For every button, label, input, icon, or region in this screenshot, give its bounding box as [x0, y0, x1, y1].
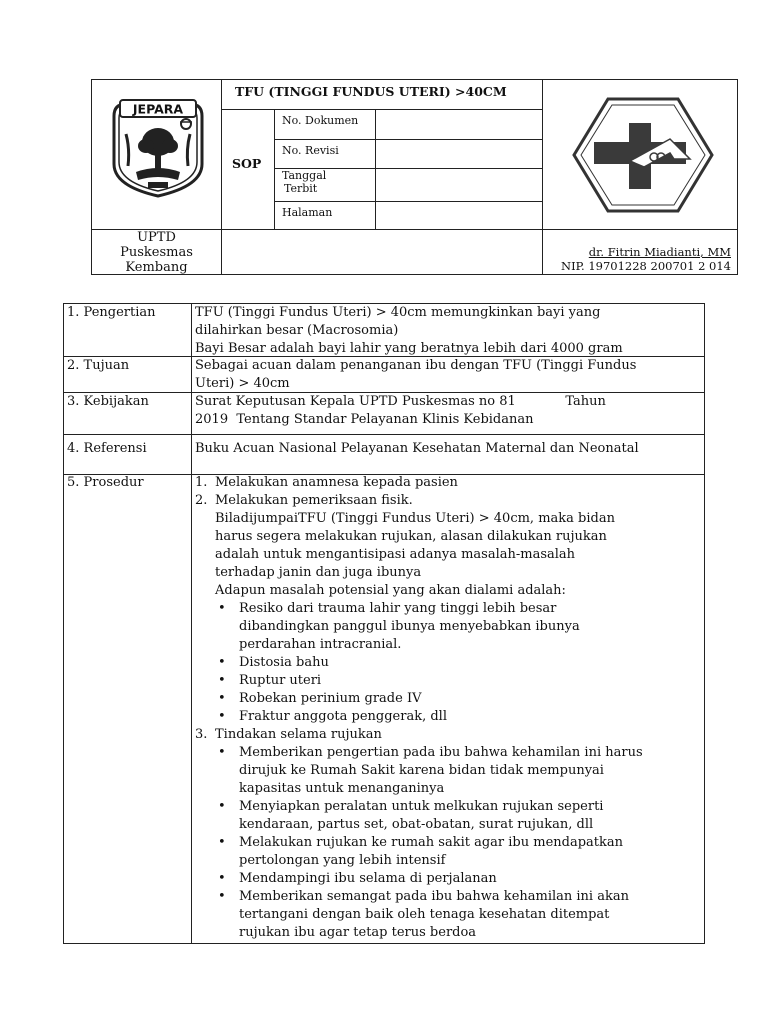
signer-nip: NIP. 19701228 200701 2 014 — [561, 259, 731, 273]
text-kebijakan: Surat Keputusan Kepala UPTD Puskesmas no 81 Tahun 2019 Tentang Standar Pelayanan Klinis Kebidanan — [195, 394, 606, 427]
document-header — [91, 79, 738, 275]
text-tujuan: Sebagai acuan dalam penanganan ibu dengan TFU (Tinggi Fundus Uteri) > 40cm — [195, 358, 637, 391]
label-tujuan: 2. Tujuan — [67, 358, 130, 373]
label-prosedur: 5. Prosedur — [67, 475, 144, 490]
step-1: 1. Melakukan anamnesa kepada pasien — [195, 475, 458, 490]
list-item: • Distosia bahu — [218, 655, 329, 670]
step-3: 3. Tindakan selama rujukan — [195, 727, 382, 742]
tindakan-list: • Memberikan pengertian pada ibu bahwa kehamilan ini harus dirujuk ke Rumah Sakit karena bidan tidak mempunyai kapasitas untuk menanganinya • Menyiapkan peralatan untuk melkukan rujukan seperti kendaraan, partus set, obat-obatan, surat rujukan, dll • Melakukan rujukan ke rumah sakit agar ibu mendapatkan pertolongan yang lebih intensif • Mendampingi ibu selama di perjalanan • Memberikan semangat pada ibu bahwa kehamilan ini akan tertangani dengan baik oleh tenaga kesehatan ditempat rujukan ibu agar tetap terus berdoa — [195, 744, 643, 942]
field-halaman: Halaman — [282, 206, 333, 219]
list-item: • Melakukan rujukan ke rumah sakit agar ibu mendapatkan — [218, 835, 624, 850]
list-item: • Memberikan semangat pada ibu bahwa kehamilan ini akan — [218, 889, 629, 904]
text-pengertian: TFU (Tinggi Fundus Uteri) > 40cm memungkinkan bayi yang dilahirkan besar (Macrosomia) Bayi Besar adalah bayi lahir yang beratnya lebih dari 4000 gram — [195, 305, 623, 356]
field-no-revisi: No. Revisi — [282, 144, 339, 157]
sop-content-table — [63, 303, 705, 944]
list-item: • Robekan perinium grade IV — [218, 691, 422, 706]
puskesmas-logo — [572, 95, 714, 215]
label-referensi: 4. Referensi — [67, 441, 147, 456]
field-no-dokumen: No. Dokumen — [282, 114, 359, 127]
list-item: • Fraktur anggota penggerak, dll — [218, 709, 447, 724]
document-title: TFU (TINGGI FUNDUS UTERI) >40CM — [235, 84, 507, 99]
text-referensi: Buku Acuan Nasional Pelayanan Kesehatan Maternal dan Neonatal — [195, 441, 639, 456]
jepara-regency-logo — [106, 94, 210, 198]
list-item: • Mendampingi ibu selama di perjalanan — [218, 871, 497, 886]
list-item: • Menyiapkan peralatan untuk melkukan rujukan seperti — [218, 799, 604, 814]
svg-text:JEPARA: JEPARA — [132, 101, 184, 117]
signer-block — [543, 245, 731, 273]
label-kebijakan: 3. Kebijakan — [67, 394, 149, 409]
step-2: 2. Melakukan pemeriksaan fisik. — [195, 493, 413, 508]
field-tanggal-terbit: Tanggal Terbit — [282, 169, 327, 195]
organization-name: UPTD Puskesmas Kembang — [120, 230, 193, 275]
list-item: • Memberikan pengertian pada ibu bahwa kehamilan ini harus — [218, 745, 643, 760]
text-prosedur: 1. Melakukan anamnesa kepada pasien 2. Melakukan pemeriksaan fisik. BiladijumpaiTFU (Tinggi Fundus Uteri) > 40cm, maka bidan harus segera melakukan rujukan, alasan dilakukan rujukan adalah untuk mengantisipasi adanya masalah-masalah terhadap janin dan juga ibunya Adapun masalah potensial yang akan dialami adalah: • Resiko dari trauma lahir yang tinggi lebih besar dibandingkan panggul ibunya menyebabkan ibunya perdarahan intracranial. • Distosia bahu • Ruptur uteri • Robekan perinium grade IV • Fraktur anggota penggerak, dll 3. Tindakan selama rujukan • Memberikan pengertian pada ibu bahwa kehamilan ini harus dirujuk ke Rumah Sakit karena bidan tidak mempunyai kapasitas untuk menanganinya • Menyiapkan peralatan untuk melkukan rujukan seperti kendaraan, partus set, obat-obatan, surat rujukan, dll • Melakukan rujukan ke rumah sakit agar ibu mendapatkan pertolongan yang lebih intensif • Mendampingi ibu selama di perjalanan • Memberikan semangat pada ibu bahwa kehamilan ini akan tertangani dengan baik oleh tenaga kesehatan ditempat rujukan ibu agar tetap terus berdoa — [195, 475, 643, 940]
list-item: • Resiko dari trauma lahir yang tinggi lebih besar — [218, 601, 557, 616]
list-item: • Ruptur uteri — [218, 673, 322, 688]
masalah-list: • Resiko dari trauma lahir yang tinggi lebih besar dibandingkan panggul ibunya menyebabkan ibunya perdarahan intracranial. • Distosia bahu • Ruptur uteri • Robekan perinium grade IV • Fraktur anggota penggerak, dll — [195, 600, 643, 726]
sop-label: SOP — [232, 156, 262, 171]
label-pengertian: 1. Pengertian — [67, 305, 156, 320]
signer-name: dr. Fitrin Miadianti, MM — [588, 245, 731, 259]
